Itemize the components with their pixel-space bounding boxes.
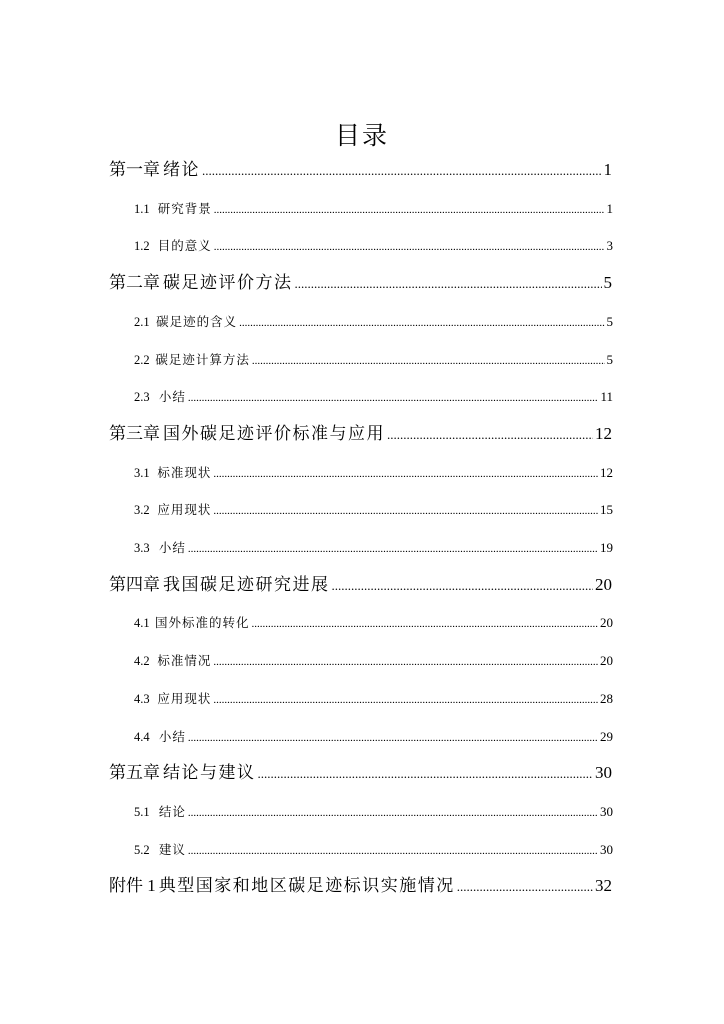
toc-chapter-entry[interactable]	[109, 761, 612, 786]
toc-section-entry[interactable]	[134, 463, 613, 484]
section-number: 4.4	[134, 729, 150, 744]
toc-section-entry[interactable]	[134, 840, 613, 861]
section-number: 3.2	[134, 503, 150, 518]
toc-section-entry[interactable]	[134, 802, 613, 823]
toc-section-entry[interactable]	[134, 312, 613, 333]
section-title: 国外标准的转化	[155, 615, 250, 631]
page-number: 30	[595, 763, 612, 783]
page-number: 32	[595, 876, 612, 896]
toc-chapter-entry[interactable]	[109, 874, 612, 899]
dot-leader	[258, 762, 594, 786]
toc-chapter-entry[interactable]	[109, 158, 612, 183]
dot-leader	[214, 200, 605, 220]
section-number: 2.3	[134, 390, 150, 405]
section-title: 应用现状	[157, 502, 212, 518]
section-number: 5.1	[134, 804, 150, 819]
toc-section-entry[interactable]	[134, 651, 613, 672]
toc-section-entry[interactable]	[134, 500, 613, 521]
dot-leader	[213, 690, 598, 710]
section-title: 研究背景	[157, 200, 212, 216]
dot-leader	[252, 351, 605, 371]
toc-section-entry[interactable]	[134, 689, 613, 710]
toc-section-entry[interactable]	[134, 236, 613, 257]
toc-section-entry[interactable]	[134, 538, 613, 559]
section-title: 小结	[158, 728, 186, 744]
page-number: 3	[606, 238, 613, 254]
dot-leader	[188, 539, 598, 559]
section-number: 4.3	[134, 691, 150, 706]
section-title: 小结	[158, 389, 186, 405]
page-number: 5	[603, 273, 612, 293]
toc-section-entry[interactable]	[134, 613, 613, 634]
chapter-number: 第三章	[109, 423, 160, 443]
chapter-title: 碳足迹评价方法	[163, 273, 293, 294]
chapter-title: 典型国家和地区碳足迹标识实施情况	[158, 876, 455, 897]
section-title: 目的意义	[157, 238, 212, 254]
page-number: 29	[600, 728, 613, 744]
dot-leader	[188, 841, 598, 861]
dot-leader	[213, 501, 598, 521]
dot-leader	[188, 388, 599, 408]
page-number: 28	[600, 690, 613, 706]
toc-chapter-entry[interactable]	[109, 271, 612, 296]
toc-section-entry[interactable]	[134, 350, 613, 371]
section-title: 碳足迹计算方法	[155, 351, 250, 367]
page-number: 1	[603, 160, 612, 179]
page-title: 目录	[334, 121, 389, 150]
page-number: 20	[600, 615, 613, 631]
section-number: 4.1	[134, 616, 150, 631]
toc-chapter-entry[interactable]	[109, 422, 612, 447]
chapter-number: 附件 1	[109, 876, 156, 896]
page-number: 20	[595, 574, 612, 594]
section-title: 应用现状	[157, 690, 212, 706]
page-number: 15	[600, 502, 613, 518]
dot-leader	[214, 237, 605, 257]
section-number: 5.2	[134, 842, 150, 857]
dot-leader	[202, 159, 602, 183]
toc-chapter-entry[interactable]	[109, 573, 612, 598]
section-number: 1.1	[134, 201, 150, 216]
page-number: 1	[606, 200, 613, 216]
dot-leader	[188, 803, 598, 823]
dot-leader	[295, 272, 602, 296]
section-title: 标准情况	[157, 653, 212, 669]
dot-leader	[213, 464, 598, 484]
chapter-title: 绪论	[163, 160, 200, 180]
page-number: 5	[606, 351, 613, 367]
dot-leader	[213, 652, 598, 672]
section-title: 标准现状	[157, 464, 212, 480]
section-number: 2.1	[134, 314, 150, 329]
section-title: 小结	[158, 540, 186, 555]
dot-leader	[188, 728, 598, 748]
section-number: 1.2	[134, 239, 150, 254]
section-number: 2.2	[134, 352, 150, 367]
toc-section-entry[interactable]	[134, 199, 613, 220]
chapter-title: 结论与建议	[163, 763, 256, 784]
section-number: 3.1	[134, 465, 150, 480]
page-number: 5	[606, 313, 613, 329]
page-number: 12	[595, 423, 612, 443]
chapter-number: 第四章	[109, 574, 160, 594]
section-title: 结论	[158, 803, 186, 819]
page-number: 19	[600, 540, 613, 555]
page-number: 20	[600, 653, 613, 669]
dot-leader	[332, 574, 594, 598]
section-title: 建议	[158, 841, 186, 857]
section-title: 碳足迹的含义	[156, 313, 238, 329]
page-number: 30	[600, 803, 613, 819]
chapter-number: 第一章	[109, 160, 160, 179]
dot-leader	[387, 423, 593, 447]
chapter-title: 国外碳足迹评价标准与应用	[163, 423, 385, 444]
dot-leader	[457, 875, 593, 899]
toc-section-entry[interactable]	[134, 727, 613, 748]
dot-leader	[252, 614, 598, 634]
chapter-title: 我国碳足迹研究进展	[163, 574, 330, 595]
dot-leader	[239, 313, 604, 333]
chapter-number: 第五章	[109, 763, 160, 783]
section-number: 4.2	[134, 654, 150, 669]
section-number: 3.3	[134, 541, 150, 555]
toc-section-entry[interactable]	[134, 387, 613, 408]
page-number: 11	[600, 389, 613, 405]
chapter-number: 第二章	[109, 273, 160, 293]
page-number: 30	[600, 841, 613, 857]
page-number: 12	[600, 464, 613, 480]
